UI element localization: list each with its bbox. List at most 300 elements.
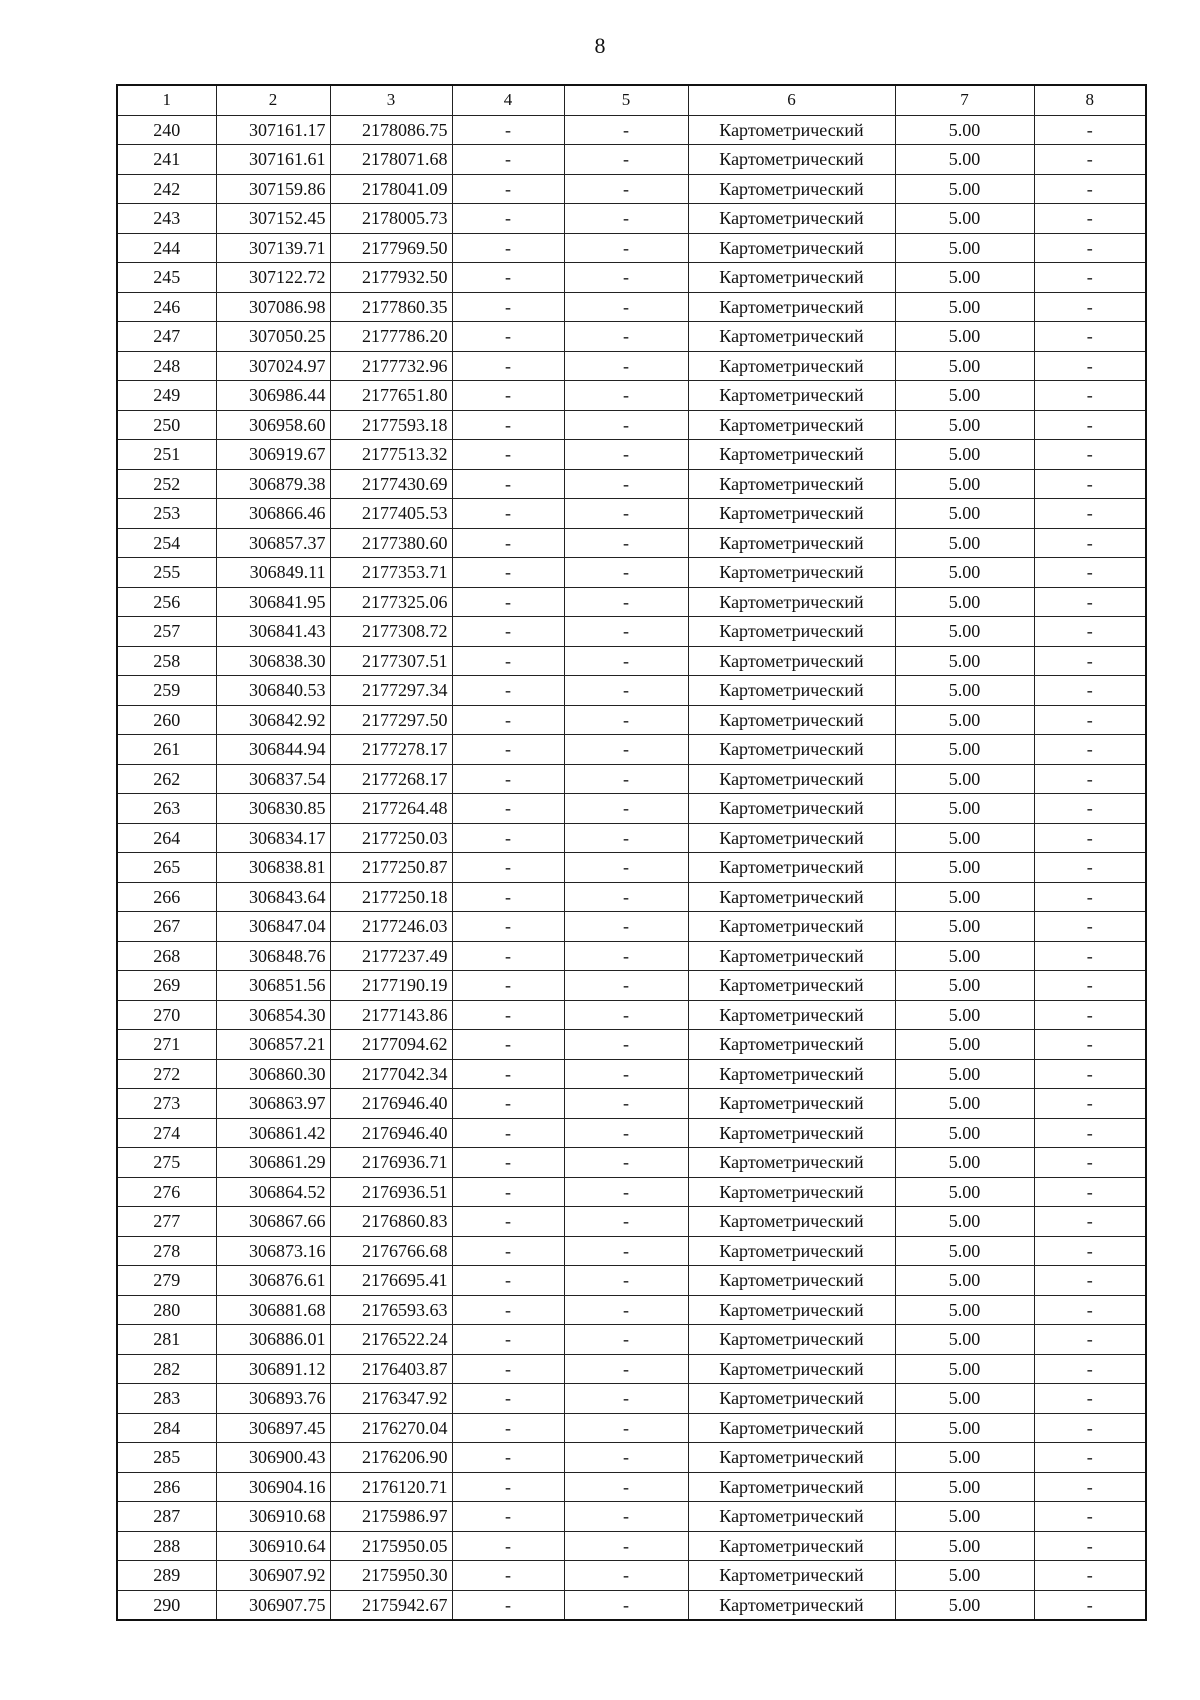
- column-4-value-cell: -: [452, 1295, 564, 1325]
- column-4-value-cell: -: [452, 794, 564, 824]
- coordinate-y-cell: 2177237.49: [330, 941, 452, 971]
- point-number-cell: 284: [117, 1413, 216, 1443]
- point-number-cell: 280: [117, 1295, 216, 1325]
- coordinate-x-cell: 306879.38: [216, 469, 330, 499]
- method-cell: Картометрический: [688, 882, 895, 912]
- accuracy-cell: 5.00: [895, 145, 1034, 175]
- coordinate-y-cell: 2177278.17: [330, 735, 452, 765]
- coordinate-x-cell: 306838.81: [216, 853, 330, 883]
- method-cell: Картометрический: [688, 912, 895, 942]
- coordinate-x-cell: 307122.72: [216, 263, 330, 293]
- accuracy-cell: 5.00: [895, 587, 1034, 617]
- column-4-value-cell: -: [452, 1266, 564, 1296]
- table-row: [117, 1236, 1146, 1266]
- accuracy-cell: 5.00: [895, 735, 1034, 765]
- coordinate-y-cell: 2177246.03: [330, 912, 452, 942]
- column-header-1: 1: [117, 85, 216, 115]
- coordinate-y-cell: 2175950.05: [330, 1531, 452, 1561]
- column-8-value-cell: -: [1034, 676, 1146, 706]
- accuracy-cell: 5.00: [895, 853, 1034, 883]
- coordinate-y-cell: 2177969.50: [330, 233, 452, 263]
- coordinates-table: [116, 84, 1147, 1621]
- accuracy-cell: 5.00: [895, 1472, 1034, 1502]
- coordinate-x-cell: 307139.71: [216, 233, 330, 263]
- table-row: [117, 1531, 1146, 1561]
- column-4-value-cell: -: [452, 499, 564, 529]
- accuracy-cell: 5.00: [895, 351, 1034, 381]
- column-4-value-cell: -: [452, 410, 564, 440]
- coordinate-y-cell: 2176766.68: [330, 1236, 452, 1266]
- column-8-value-cell: -: [1034, 1354, 1146, 1384]
- coordinate-y-cell: 2177042.34: [330, 1059, 452, 1089]
- column-8-value-cell: -: [1034, 646, 1146, 676]
- point-number-cell: 264: [117, 823, 216, 853]
- point-number-cell: 256: [117, 587, 216, 617]
- accuracy-cell: 5.00: [895, 1266, 1034, 1296]
- coordinate-x-cell: 306848.76: [216, 941, 330, 971]
- method-cell: Картометрический: [688, 971, 895, 1001]
- table-row: [117, 1295, 1146, 1325]
- table-row: [117, 145, 1146, 175]
- column-header-3: 3: [330, 85, 452, 115]
- table-row: [117, 174, 1146, 204]
- accuracy-cell: 5.00: [895, 499, 1034, 529]
- accuracy-cell: 5.00: [895, 1000, 1034, 1030]
- table-row: [117, 499, 1146, 529]
- column-8-value-cell: -: [1034, 469, 1146, 499]
- coordinate-y-cell: 2177786.20: [330, 322, 452, 352]
- column-4-value-cell: -: [452, 233, 564, 263]
- column-5-value-cell: -: [564, 1030, 688, 1060]
- column-5-value-cell: -: [564, 1177, 688, 1207]
- coordinate-y-cell: 2177250.18: [330, 882, 452, 912]
- column-8-value-cell: -: [1034, 971, 1146, 1001]
- method-cell: Картометрический: [688, 1561, 895, 1591]
- coordinate-x-cell: 306986.44: [216, 381, 330, 411]
- coordinate-x-cell: 307152.45: [216, 204, 330, 234]
- column-4-value-cell: -: [452, 1118, 564, 1148]
- coordinate-y-cell: 2177325.06: [330, 587, 452, 617]
- accuracy-cell: 5.00: [895, 617, 1034, 647]
- coordinate-y-cell: 2177250.87: [330, 853, 452, 883]
- column-8-value-cell: -: [1034, 705, 1146, 735]
- method-cell: Картометрический: [688, 528, 895, 558]
- method-cell: Картометрический: [688, 292, 895, 322]
- column-4-value-cell: -: [452, 322, 564, 352]
- method-cell: Картометрический: [688, 705, 895, 735]
- coordinate-x-cell: 306837.54: [216, 764, 330, 794]
- table-row: [117, 1502, 1146, 1532]
- coordinate-x-cell: 306840.53: [216, 676, 330, 706]
- column-4-value-cell: -: [452, 351, 564, 381]
- column-4-value-cell: -: [452, 1177, 564, 1207]
- accuracy-cell: 5.00: [895, 263, 1034, 293]
- coordinate-x-cell: 306860.30: [216, 1059, 330, 1089]
- coordinate-y-cell: 2177307.51: [330, 646, 452, 676]
- column-4-value-cell: -: [452, 1354, 564, 1384]
- coordinate-x-cell: 306857.21: [216, 1030, 330, 1060]
- column-8-value-cell: -: [1034, 1089, 1146, 1119]
- method-cell: Картометрический: [688, 1472, 895, 1502]
- accuracy-cell: 5.00: [895, 558, 1034, 588]
- coordinate-x-cell: 306857.37: [216, 528, 330, 558]
- coordinate-x-cell: 306886.01: [216, 1325, 330, 1355]
- coordinate-x-cell: 306861.29: [216, 1148, 330, 1178]
- method-cell: Картометрический: [688, 1148, 895, 1178]
- table-row: [117, 1354, 1146, 1384]
- method-cell: Картометрический: [688, 1236, 895, 1266]
- table-row: [117, 263, 1146, 293]
- accuracy-cell: 5.00: [895, 322, 1034, 352]
- coordinate-y-cell: 2175942.67: [330, 1590, 452, 1620]
- column-8-value-cell: -: [1034, 1236, 1146, 1266]
- coordinate-x-cell: 306867.66: [216, 1207, 330, 1237]
- method-cell: Картометрический: [688, 1118, 895, 1148]
- table-header-row: [117, 85, 1146, 115]
- column-5-value-cell: -: [564, 794, 688, 824]
- column-4-value-cell: -: [452, 1472, 564, 1502]
- coordinate-y-cell: 2176347.92: [330, 1384, 452, 1414]
- point-number-cell: 269: [117, 971, 216, 1001]
- column-8-value-cell: -: [1034, 1148, 1146, 1178]
- accuracy-cell: 5.00: [895, 410, 1034, 440]
- table-row: [117, 705, 1146, 735]
- table-row: [117, 617, 1146, 647]
- accuracy-cell: 5.00: [895, 1325, 1034, 1355]
- column-5-value-cell: -: [564, 941, 688, 971]
- coordinate-y-cell: 2176936.51: [330, 1177, 452, 1207]
- column-8-value-cell: -: [1034, 1118, 1146, 1148]
- table-row: [117, 1384, 1146, 1414]
- column-8-value-cell: -: [1034, 1030, 1146, 1060]
- point-number-cell: 246: [117, 292, 216, 322]
- column-8-value-cell: -: [1034, 233, 1146, 263]
- coordinate-y-cell: 2177380.60: [330, 528, 452, 558]
- page-number: 8: [594, 33, 606, 58]
- method-cell: Картометрический: [688, 617, 895, 647]
- column-5-value-cell: -: [564, 528, 688, 558]
- table-row: [117, 115, 1146, 145]
- column-8-value-cell: -: [1034, 1266, 1146, 1296]
- column-5-value-cell: -: [564, 1207, 688, 1237]
- accuracy-cell: 5.00: [895, 1059, 1034, 1089]
- column-5-value-cell: -: [564, 115, 688, 145]
- coordinate-y-cell: 2176206.90: [330, 1443, 452, 1473]
- point-number-cell: 286: [117, 1472, 216, 1502]
- column-5-value-cell: -: [564, 558, 688, 588]
- method-cell: Картометрический: [688, 1000, 895, 1030]
- accuracy-cell: 5.00: [895, 941, 1034, 971]
- column-4-value-cell: -: [452, 764, 564, 794]
- method-cell: Картометрический: [688, 469, 895, 499]
- column-5-value-cell: -: [564, 735, 688, 765]
- coordinate-x-cell: 306842.92: [216, 705, 330, 735]
- column-8-value-cell: -: [1034, 794, 1146, 824]
- column-5-value-cell: -: [564, 1561, 688, 1591]
- point-number-cell: 266: [117, 882, 216, 912]
- accuracy-cell: 5.00: [895, 528, 1034, 558]
- column-4-value-cell: -: [452, 1413, 564, 1443]
- table-row: [117, 941, 1146, 971]
- column-4-value-cell: -: [452, 823, 564, 853]
- coordinate-x-cell: 306864.52: [216, 1177, 330, 1207]
- column-5-value-cell: -: [564, 499, 688, 529]
- column-4-value-cell: -: [452, 735, 564, 765]
- table-row: [117, 1207, 1146, 1237]
- accuracy-cell: 5.00: [895, 174, 1034, 204]
- coordinate-x-cell: 306866.46: [216, 499, 330, 529]
- coordinate-y-cell: 2176403.87: [330, 1354, 452, 1384]
- column-4-value-cell: -: [452, 1325, 564, 1355]
- accuracy-cell: 5.00: [895, 1354, 1034, 1384]
- column-4-value-cell: -: [452, 941, 564, 971]
- table-row: [117, 735, 1146, 765]
- accuracy-cell: 5.00: [895, 115, 1034, 145]
- table-row: [117, 1148, 1146, 1178]
- table-row: [117, 1059, 1146, 1089]
- table-row: [117, 440, 1146, 470]
- table-row: [117, 351, 1146, 381]
- coordinate-y-cell: 2176860.83: [330, 1207, 452, 1237]
- column-5-value-cell: -: [564, 1118, 688, 1148]
- accuracy-cell: 5.00: [895, 381, 1034, 411]
- coordinate-x-cell: 306873.16: [216, 1236, 330, 1266]
- coordinate-y-cell: 2177268.17: [330, 764, 452, 794]
- column-header-2: 2: [216, 85, 330, 115]
- coordinate-x-cell: 306897.45: [216, 1413, 330, 1443]
- column-8-value-cell: -: [1034, 381, 1146, 411]
- column-4-value-cell: -: [452, 617, 564, 647]
- accuracy-cell: 5.00: [895, 1030, 1034, 1060]
- coordinate-x-cell: 306907.92: [216, 1561, 330, 1591]
- point-number-cell: 244: [117, 233, 216, 263]
- coordinate-x-cell: 306849.11: [216, 558, 330, 588]
- column-5-value-cell: -: [564, 1059, 688, 1089]
- table-row: [117, 381, 1146, 411]
- coordinate-x-cell: 307024.97: [216, 351, 330, 381]
- point-number-cell: 285: [117, 1443, 216, 1473]
- coordinate-x-cell: 306919.67: [216, 440, 330, 470]
- method-cell: Картометрический: [688, 941, 895, 971]
- column-4-value-cell: -: [452, 882, 564, 912]
- column-8-value-cell: -: [1034, 322, 1146, 352]
- point-number-cell: 270: [117, 1000, 216, 1030]
- column-5-value-cell: -: [564, 1443, 688, 1473]
- column-8-value-cell: -: [1034, 292, 1146, 322]
- method-cell: Картометрический: [688, 558, 895, 588]
- accuracy-cell: 5.00: [895, 676, 1034, 706]
- coordinate-y-cell: 2177297.50: [330, 705, 452, 735]
- column-5-value-cell: -: [564, 1413, 688, 1443]
- column-8-value-cell: -: [1034, 617, 1146, 647]
- column-5-value-cell: -: [564, 1472, 688, 1502]
- coordinate-x-cell: 306847.04: [216, 912, 330, 942]
- method-cell: Картометрический: [688, 735, 895, 765]
- column-5-value-cell: -: [564, 1354, 688, 1384]
- column-8-value-cell: -: [1034, 1295, 1146, 1325]
- accuracy-cell: 5.00: [895, 646, 1034, 676]
- table-row: [117, 1177, 1146, 1207]
- method-cell: Картометрический: [688, 646, 895, 676]
- accuracy-cell: 5.00: [895, 233, 1034, 263]
- column-8-value-cell: -: [1034, 1000, 1146, 1030]
- point-number-cell: 260: [117, 705, 216, 735]
- column-5-value-cell: -: [564, 1000, 688, 1030]
- table-row: [117, 1443, 1146, 1473]
- column-8-value-cell: -: [1034, 115, 1146, 145]
- column-4-value-cell: -: [452, 1089, 564, 1119]
- accuracy-cell: 5.00: [895, 1561, 1034, 1591]
- coordinate-y-cell: 2177297.34: [330, 676, 452, 706]
- column-8-value-cell: -: [1034, 1443, 1146, 1473]
- column-4-value-cell: -: [452, 174, 564, 204]
- point-number-cell: 274: [117, 1118, 216, 1148]
- column-8-value-cell: -: [1034, 882, 1146, 912]
- column-header-5: 5: [564, 85, 688, 115]
- column-5-value-cell: -: [564, 617, 688, 647]
- point-number-cell: 257: [117, 617, 216, 647]
- table-row: [117, 587, 1146, 617]
- coordinate-y-cell: 2176522.24: [330, 1325, 452, 1355]
- column-4-value-cell: -: [452, 705, 564, 735]
- point-number-cell: 277: [117, 1207, 216, 1237]
- column-4-value-cell: -: [452, 1000, 564, 1030]
- coordinate-x-cell: 306854.30: [216, 1000, 330, 1030]
- column-8-value-cell: -: [1034, 1590, 1146, 1620]
- coordinate-x-cell: 307161.61: [216, 145, 330, 175]
- coordinate-x-cell: 306910.68: [216, 1502, 330, 1532]
- table-row: [117, 1413, 1146, 1443]
- column-header-4: 4: [452, 85, 564, 115]
- coordinate-y-cell: 2178071.68: [330, 145, 452, 175]
- coordinate-x-cell: 306830.85: [216, 794, 330, 824]
- point-number-cell: 268: [117, 941, 216, 971]
- column-8-value-cell: -: [1034, 735, 1146, 765]
- point-number-cell: 273: [117, 1089, 216, 1119]
- point-number-cell: 262: [117, 764, 216, 794]
- table-row: [117, 1561, 1146, 1591]
- column-4-value-cell: -: [452, 204, 564, 234]
- coordinate-x-cell: 306844.94: [216, 735, 330, 765]
- coordinate-y-cell: 2177094.62: [330, 1030, 452, 1060]
- method-cell: Картометрический: [688, 823, 895, 853]
- column-4-value-cell: -: [452, 1207, 564, 1237]
- coordinate-y-cell: 2176946.40: [330, 1089, 452, 1119]
- table-row: [117, 292, 1146, 322]
- coordinate-x-cell: 306893.76: [216, 1384, 330, 1414]
- accuracy-cell: 5.00: [895, 1413, 1034, 1443]
- column-4-value-cell: -: [452, 1561, 564, 1591]
- point-number-cell: 278: [117, 1236, 216, 1266]
- method-cell: Картометрический: [688, 440, 895, 470]
- column-8-value-cell: -: [1034, 174, 1146, 204]
- column-8-value-cell: -: [1034, 1472, 1146, 1502]
- point-number-cell: 275: [117, 1148, 216, 1178]
- column-5-value-cell: -: [564, 1236, 688, 1266]
- column-5-value-cell: -: [564, 1089, 688, 1119]
- table-row: [117, 233, 1146, 263]
- method-cell: Картометрический: [688, 1531, 895, 1561]
- table-row: [117, 1472, 1146, 1502]
- coordinate-x-cell: 306904.16: [216, 1472, 330, 1502]
- column-5-value-cell: -: [564, 587, 688, 617]
- accuracy-cell: 5.00: [895, 1443, 1034, 1473]
- method-cell: Картометрический: [688, 410, 895, 440]
- method-cell: Картометрический: [688, 1266, 895, 1296]
- column-4-value-cell: -: [452, 440, 564, 470]
- point-number-cell: 259: [117, 676, 216, 706]
- coordinate-y-cell: 2177308.72: [330, 617, 452, 647]
- coordinate-y-cell: 2177143.86: [330, 1000, 452, 1030]
- column-8-value-cell: -: [1034, 263, 1146, 293]
- column-4-value-cell: -: [452, 1590, 564, 1620]
- column-8-value-cell: -: [1034, 1207, 1146, 1237]
- accuracy-cell: 5.00: [895, 292, 1034, 322]
- table-row: [117, 971, 1146, 1001]
- accuracy-cell: 5.00: [895, 1236, 1034, 1266]
- coordinate-y-cell: 2177513.32: [330, 440, 452, 470]
- accuracy-cell: 5.00: [895, 764, 1034, 794]
- coordinate-x-cell: 306841.95: [216, 587, 330, 617]
- coordinate-y-cell: 2176936.71: [330, 1148, 452, 1178]
- table-row: [117, 646, 1146, 676]
- method-cell: Картометрический: [688, 381, 895, 411]
- accuracy-cell: 5.00: [895, 971, 1034, 1001]
- point-number-cell: 267: [117, 912, 216, 942]
- column-5-value-cell: -: [564, 440, 688, 470]
- accuracy-cell: 5.00: [895, 1295, 1034, 1325]
- column-8-value-cell: -: [1034, 351, 1146, 381]
- point-number-cell: 252: [117, 469, 216, 499]
- column-5-value-cell: -: [564, 410, 688, 440]
- coordinate-y-cell: 2177430.69: [330, 469, 452, 499]
- column-5-value-cell: -: [564, 646, 688, 676]
- column-4-value-cell: -: [452, 1384, 564, 1414]
- column-8-value-cell: -: [1034, 1384, 1146, 1414]
- table-row: [117, 823, 1146, 853]
- table-row: [117, 1590, 1146, 1620]
- coordinate-y-cell: 2177250.03: [330, 823, 452, 853]
- column-8-value-cell: -: [1034, 145, 1146, 175]
- coordinate-x-cell: 306841.43: [216, 617, 330, 647]
- column-4-value-cell: -: [452, 1531, 564, 1561]
- accuracy-cell: 5.00: [895, 1177, 1034, 1207]
- table-row: [117, 528, 1146, 558]
- method-cell: Картометрический: [688, 1059, 895, 1089]
- column-5-value-cell: -: [564, 705, 688, 735]
- coordinate-x-cell: 306851.56: [216, 971, 330, 1001]
- point-number-cell: 242: [117, 174, 216, 204]
- coordinate-y-cell: 2177732.96: [330, 351, 452, 381]
- column-5-value-cell: -: [564, 882, 688, 912]
- column-5-value-cell: -: [564, 853, 688, 883]
- coordinate-x-cell: 307159.86: [216, 174, 330, 204]
- column-8-value-cell: -: [1034, 1413, 1146, 1443]
- coordinate-x-cell: 307086.98: [216, 292, 330, 322]
- coordinate-y-cell: 2176270.04: [330, 1413, 452, 1443]
- column-header-8: 8: [1034, 85, 1146, 115]
- coordinate-y-cell: 2178005.73: [330, 204, 452, 234]
- coordinate-x-cell: 306863.97: [216, 1089, 330, 1119]
- method-cell: Картометрический: [688, 145, 895, 175]
- table-row: [117, 469, 1146, 499]
- coordinate-y-cell: 2176593.63: [330, 1295, 452, 1325]
- accuracy-cell: 5.00: [895, 705, 1034, 735]
- column-5-value-cell: -: [564, 469, 688, 499]
- coordinate-y-cell: 2177264.48: [330, 794, 452, 824]
- coordinate-x-cell: 306861.42: [216, 1118, 330, 1148]
- accuracy-cell: 5.00: [895, 823, 1034, 853]
